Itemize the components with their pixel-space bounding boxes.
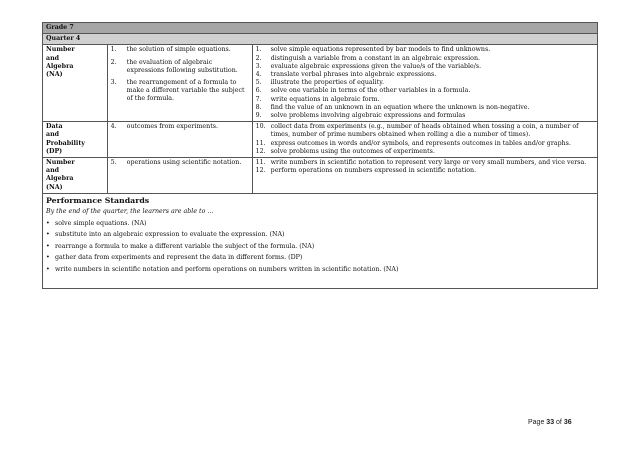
list-item: [111, 59, 249, 75]
item-number: 2.: [110, 58, 117, 66]
item-text: express outcomes in words and/or symbols, and represents outcomes in tables and/or graphs.: [270, 139, 571, 147]
list-item: [111, 79, 249, 104]
item-text: write numbers in scientific notation and perform operations on numbers written in scientific notation. (NA): [55, 265, 399, 273]
bullet-icon: •: [46, 231, 50, 239]
content-cell: [107, 158, 252, 194]
domain-line: Number: [46, 159, 75, 167]
list-item: [256, 55, 594, 63]
item-text: solve one variable in terms of the other variables in a formula.: [270, 87, 471, 95]
item-text: write numbers in scientific notation to represent very large or very small numbers, and vice versa.: [270, 159, 587, 167]
grade-heading: Grade 7: [43, 23, 598, 34]
item-number: 6.: [255, 87, 262, 95]
page-current: 33: [546, 419, 555, 426]
list-item: [46, 252, 594, 264]
competency-list: [256, 46, 594, 120]
item-number: 5.: [110, 159, 117, 167]
item-number: 4.: [255, 71, 262, 79]
competencies-cell: [252, 45, 597, 122]
domain-line: Number: [46, 46, 75, 54]
domain-cell: [43, 122, 108, 158]
item-text: perform operations on numbers expressed in scientific notation.: [270, 167, 477, 175]
competencies-cell: [252, 158, 597, 194]
item-text: the evaluation of algebraic expressions following substitution.: [126, 58, 238, 74]
item-text: find the value of an unknown in an equation where the unknown is non-negative.: [270, 103, 530, 111]
competency-list: [256, 123, 594, 156]
item-text: rearrange a formula to make a different variable the subject of the formula. (NA): [55, 242, 315, 250]
list-item: [111, 123, 249, 131]
bullet-icon: •: [46, 242, 50, 250]
item-number: 1.: [110, 46, 117, 54]
list-item: [256, 140, 594, 148]
domain-line: (DP): [46, 147, 63, 155]
content-list: [111, 46, 249, 103]
bullet-icon: •: [46, 219, 50, 227]
domain-line: and: [46, 167, 60, 175]
list-item: [46, 264, 594, 276]
item-text: write equations in algebraic form.: [270, 95, 380, 103]
curriculum-page: [42, 22, 598, 289]
list-item: [256, 71, 594, 79]
page-footer: [528, 419, 572, 426]
item-text: the rearrangement of a formula to make a different variable the subject of the formula.: [126, 79, 245, 103]
content-list: [111, 123, 249, 131]
performance-row: [43, 193, 598, 289]
page-total: 36: [563, 419, 572, 426]
item-text: solve problems using the outcomes of experiments.: [270, 147, 435, 155]
list-item: [256, 79, 594, 87]
item-text: translate verbal phrases into algebraic expressions.: [270, 71, 437, 79]
curriculum-table: [42, 22, 598, 289]
item-number: 1.: [255, 46, 262, 54]
item-text: outcomes from experiments.: [126, 123, 218, 131]
list-item: [46, 218, 594, 230]
competency-list: [256, 159, 594, 175]
performance-cell: [43, 193, 598, 289]
item-text: solve problems involving algebraic expressions and formulas: [270, 112, 466, 120]
performance-intro: By the end of the quarter, the learners are able to …: [46, 207, 214, 215]
quarter-heading: Quarter 4: [43, 34, 598, 45]
item-number: 9.: [255, 112, 262, 120]
list-item: [256, 63, 594, 71]
list-item: [256, 112, 594, 120]
bullet-icon: •: [46, 254, 50, 262]
performance-title: Performance Standards: [46, 195, 150, 205]
competencies-cell: [252, 122, 597, 158]
item-text: distinguish a variable from a constant in an algebraic expression.: [270, 54, 481, 62]
domain-line: Data: [46, 123, 63, 131]
list-item: [256, 87, 594, 95]
item-number: 11.: [255, 139, 266, 147]
domain-line: (NA): [46, 183, 63, 191]
list-item: [256, 167, 594, 175]
item-number: 11.: [255, 159, 266, 167]
item-number: 10.: [255, 123, 266, 131]
list-item: [46, 229, 594, 241]
table-row: [43, 122, 598, 158]
item-text: substitute into an algebraic expression to evaluate the expression. (NA): [55, 231, 285, 239]
item-text: solve simple equations represented by bar models to find unknowns.: [270, 46, 491, 54]
item-text: illustrate the properties of equality.: [270, 79, 384, 87]
domain-line: (NA): [46, 71, 63, 79]
list-item: [256, 148, 594, 156]
item-text: solve simple equations. (NA): [55, 219, 147, 227]
list-item: [256, 96, 594, 104]
performance-list: [46, 218, 594, 288]
item-number: 3.: [110, 79, 117, 87]
item-number: 2.: [255, 54, 262, 62]
item-number: 8.: [255, 103, 262, 111]
page-prefix: Page: [528, 419, 547, 426]
domain-line: and: [46, 54, 60, 62]
item-number: 5.: [255, 79, 262, 87]
content-list: [111, 159, 249, 167]
list-item: [111, 46, 249, 54]
domain-cell: [43, 158, 108, 194]
list-item: [111, 159, 249, 167]
list-item: [256, 159, 594, 167]
bullet-icon: •: [46, 265, 50, 273]
page-middle: of: [554, 419, 564, 426]
list-item: [256, 46, 594, 54]
table-row: [43, 158, 598, 194]
item-text: evaluate algebraic expressions given the value/s of the variable/s.: [270, 62, 482, 70]
item-number: 12.: [255, 167, 266, 175]
item-number: 4.: [110, 123, 117, 131]
item-text: gather data from experiments and represent the data in different forms. (DP): [55, 254, 303, 262]
item-text: collect data from experiments (e.g., number of heads obtained when tossing a coin, a number of times, number of prime numbers obtained when rolling a die a number of times).: [270, 123, 579, 139]
table-row: [43, 45, 598, 122]
domain-line: Probability: [46, 139, 85, 147]
list-item: [256, 104, 594, 112]
domain-line: Algebra: [46, 175, 74, 183]
item-number: 7.: [255, 95, 262, 103]
list-item: [46, 241, 594, 253]
content-cell: [107, 122, 252, 158]
domain-line: and: [46, 131, 60, 139]
item-text: operations using scientific notation.: [126, 159, 242, 167]
item-number: 12.: [255, 147, 266, 155]
domain-cell: [43, 45, 108, 122]
item-number: 3.: [255, 62, 262, 70]
item-text: the solution of simple equations.: [126, 46, 231, 54]
domain-line: Algebra: [46, 62, 74, 70]
list-item: [256, 123, 594, 139]
content-cell: [107, 45, 252, 122]
